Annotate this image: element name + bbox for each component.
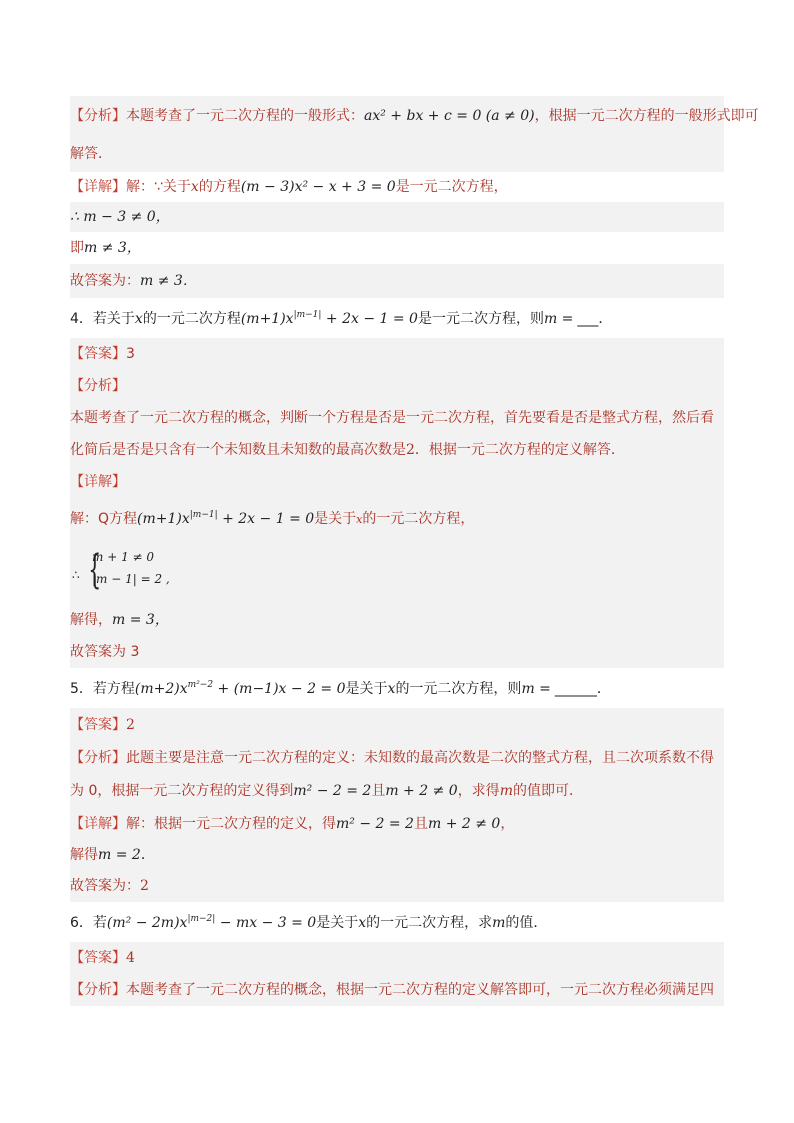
- detail-label: 【详解】: [70, 816, 126, 832]
- q5-exponent: m²−2: [187, 680, 214, 690]
- q6-answer: 4: [126, 950, 135, 966]
- q5-final-prefix: 故答案为：: [70, 878, 140, 894]
- q6-prefix: 6．若: [70, 915, 107, 931]
- q5-analysis-line2-d: 的值即可．: [512, 783, 583, 799]
- q5-detail-end: ，: [500, 816, 515, 832]
- general-form-formula: ax² + bx + c = 0 (a ≠ 0): [364, 108, 535, 124]
- q6-tail: 的一元二次方程，求: [366, 915, 493, 931]
- q4-detail-mid: 是关于: [314, 511, 357, 527]
- q5-analysis-line2-c: ，求得: [457, 783, 500, 799]
- q5-analysis-var: m: [499, 783, 513, 799]
- q3-step1: [70, 202, 724, 232]
- question-5: [70, 670, 724, 708]
- q4-final: 故答案为 3: [70, 644, 140, 660]
- q5-analysis-line1-text: 此题主要是注意一元二次方程的定义：未知数的最高次数是二次的整式方程，且二次项系数不得: [126, 750, 714, 766]
- q6-equation-tail: − mx − 3 = 0: [215, 915, 317, 931]
- q6-end: 的值．: [505, 915, 548, 931]
- q5-detail-and: 且: [413, 816, 428, 832]
- q5-solve-end: ．: [140, 847, 155, 863]
- analysis-text: 本题考查了一元二次方程的一般形式：: [126, 108, 364, 124]
- q4-end: ．: [598, 311, 613, 327]
- q6-var: x: [358, 915, 367, 931]
- q3-final: [70, 264, 724, 298]
- q5-blank-lhs: m =: [521, 681, 551, 697]
- q5-equation-tail: + (m−1)x − 2 = 0: [213, 681, 346, 697]
- q5-analysis-line2: [70, 774, 724, 808]
- q3-detail-line: [70, 172, 724, 202]
- q6-answer-line: [70, 942, 724, 974]
- q5-final-line: [70, 870, 724, 902]
- answer-label: 【答案】: [70, 950, 126, 966]
- q4-analysis-line2: [70, 434, 724, 466]
- q4-detail-line: [70, 498, 724, 540]
- q4-solve-prefix: 解得，: [70, 612, 112, 628]
- q6-exponent: |m−2|: [187, 914, 216, 924]
- system-line-1: m + 1 ≠ 0: [92, 550, 155, 564]
- q5-prefix: 5．若方程: [70, 681, 135, 697]
- q5-var: x: [387, 681, 396, 697]
- q4-detail-var: x: [356, 513, 363, 526]
- q3-analysis-line1: [70, 96, 759, 136]
- q6-equation: (m² − 2m)x: [106, 915, 188, 931]
- q4-answer-line: [70, 338, 724, 370]
- analysis-label: 【分析】: [70, 378, 126, 394]
- analysis-line2: 解答．: [70, 146, 112, 162]
- q4-detail-exponent: |m−1|: [189, 510, 218, 520]
- detail-label: 【详解】: [70, 179, 126, 195]
- q6-mid: 是关于: [316, 915, 359, 931]
- detail-mid: 的方程: [198, 179, 241, 195]
- q4-answer: 3: [126, 346, 135, 362]
- q5-solve: m = 2: [98, 847, 141, 863]
- q5-detail-eq2: m + 2 ≠ 0: [427, 816, 501, 832]
- q3-analysis-line2: [70, 136, 724, 172]
- final-answer: m ≠ 3．: [140, 273, 197, 289]
- q4-blank-lhs: m =: [543, 311, 574, 327]
- detail-var: x: [190, 179, 199, 195]
- answer-label: 【答案】: [70, 717, 126, 733]
- detail-tail: 是一元二次方程，: [395, 179, 508, 195]
- q6-var2: m: [492, 915, 506, 931]
- q5-answer: 2: [126, 717, 135, 733]
- q4-solve: m = 3，: [112, 612, 169, 628]
- analysis-label: 【分析】: [70, 982, 126, 998]
- answer-label: 【答案】: [70, 346, 126, 362]
- q5-solve-prefix: 解得: [70, 847, 98, 863]
- q5-detail-text: 解：根据一元二次方程的定义，得: [126, 816, 336, 832]
- q4-analysis-line2-a: 化简后是否是只含有一个未知数且未知数的最高次数是: [70, 442, 406, 458]
- q5-equation: (m+2)x: [134, 681, 188, 697]
- q4-detail-equation: (m+1)x: [137, 511, 190, 527]
- q6-analysis-text: 本题考查了一元二次方程的概念，根据一元二次方程的定义解答即可，一元二次方程必须满足四: [126, 982, 714, 998]
- q4-detail-equation-tail: + 2x − 1 = 0: [217, 511, 315, 527]
- q5-analysis-and: 且: [371, 783, 386, 799]
- q4-analysis-line2-b: ．根据一元二次方程的定义解答．: [414, 442, 625, 458]
- q4-analysis-label-line: [70, 370, 724, 402]
- analysis-label: 【分析】: [70, 750, 126, 766]
- q4-analysis-line1-text: 本题考查了一元二次方程的概念，判断一个方程是否是一元二次方程，首先要看是否是整式方程，然后看: [70, 410, 714, 426]
- q4-analysis-line2-num: 2: [406, 442, 415, 458]
- q4-detail-tail: 的一元二次方程，: [362, 511, 475, 527]
- q4-tail: 是一元二次方程，则: [417, 311, 544, 327]
- q4-equation-tail: + 2x − 1 = 0: [321, 311, 418, 327]
- q4-detail-label-line: [70, 466, 724, 498]
- q4-equation: (m+1)x: [240, 311, 294, 327]
- system-brace: {: [88, 547, 102, 593]
- q4-blank: ___: [577, 311, 599, 327]
- q5-mid: 是关于: [345, 681, 388, 697]
- q4-mid: 的一元二次方程: [142, 311, 241, 327]
- q5-detail-line: [70, 808, 724, 840]
- step2-prefix: 即: [70, 240, 84, 256]
- q4-exponent: |m−1|: [293, 310, 322, 320]
- q5-solve-line: [70, 840, 724, 870]
- q5-end: ．: [596, 681, 611, 697]
- q3-step2: [70, 232, 724, 264]
- q4-analysis-line1: [70, 402, 724, 434]
- q5-analysis-eq2: m + 2 ≠ 0: [385, 783, 458, 799]
- analysis-tail: ，根据一元二次方程的一般形式即可: [534, 108, 759, 124]
- detail-label: 【详解】: [70, 474, 126, 490]
- analysis-label: 【分析】: [70, 108, 126, 124]
- q4-final-line: [70, 636, 724, 668]
- q4-detail-prefix: 解：Q方程: [70, 511, 138, 527]
- q5-final: 2: [140, 878, 149, 894]
- question-6: [70, 904, 724, 942]
- q5-detail-eq1: m² − 2 = 2: [336, 816, 414, 832]
- q4-system: [70, 540, 724, 604]
- final-prefix: 故答案为：: [70, 273, 140, 289]
- q5-blank: ______: [554, 681, 597, 697]
- q5-answer-line: [70, 708, 724, 742]
- q5-analysis-line1: [70, 742, 724, 774]
- detail-prefix: 解：∵关于: [126, 179, 191, 195]
- step2: m ≠ 3，: [84, 240, 141, 256]
- therefore-symbol: ∴: [72, 568, 80, 582]
- detail-equation: (m − 3)x² − x + 3 = 0: [240, 179, 396, 195]
- q5-tail: 的一元二次方程，则: [395, 681, 522, 697]
- q4-var: x: [134, 311, 143, 327]
- q5-analysis-line2-a: 为 0，根据一元二次方程的定义得到: [70, 783, 294, 799]
- question-4: [70, 300, 724, 338]
- q6-analysis-line: [70, 974, 724, 1006]
- q4-solve-line: [70, 604, 724, 636]
- q5-analysis-eq1: m² − 2 = 2: [293, 783, 372, 799]
- step1: ∴ m − 3 ≠ 0，: [70, 209, 170, 225]
- system-line-2: |m − 1| = 2 ,: [92, 572, 170, 586]
- q4-prefix: 4．若关于: [70, 311, 135, 327]
